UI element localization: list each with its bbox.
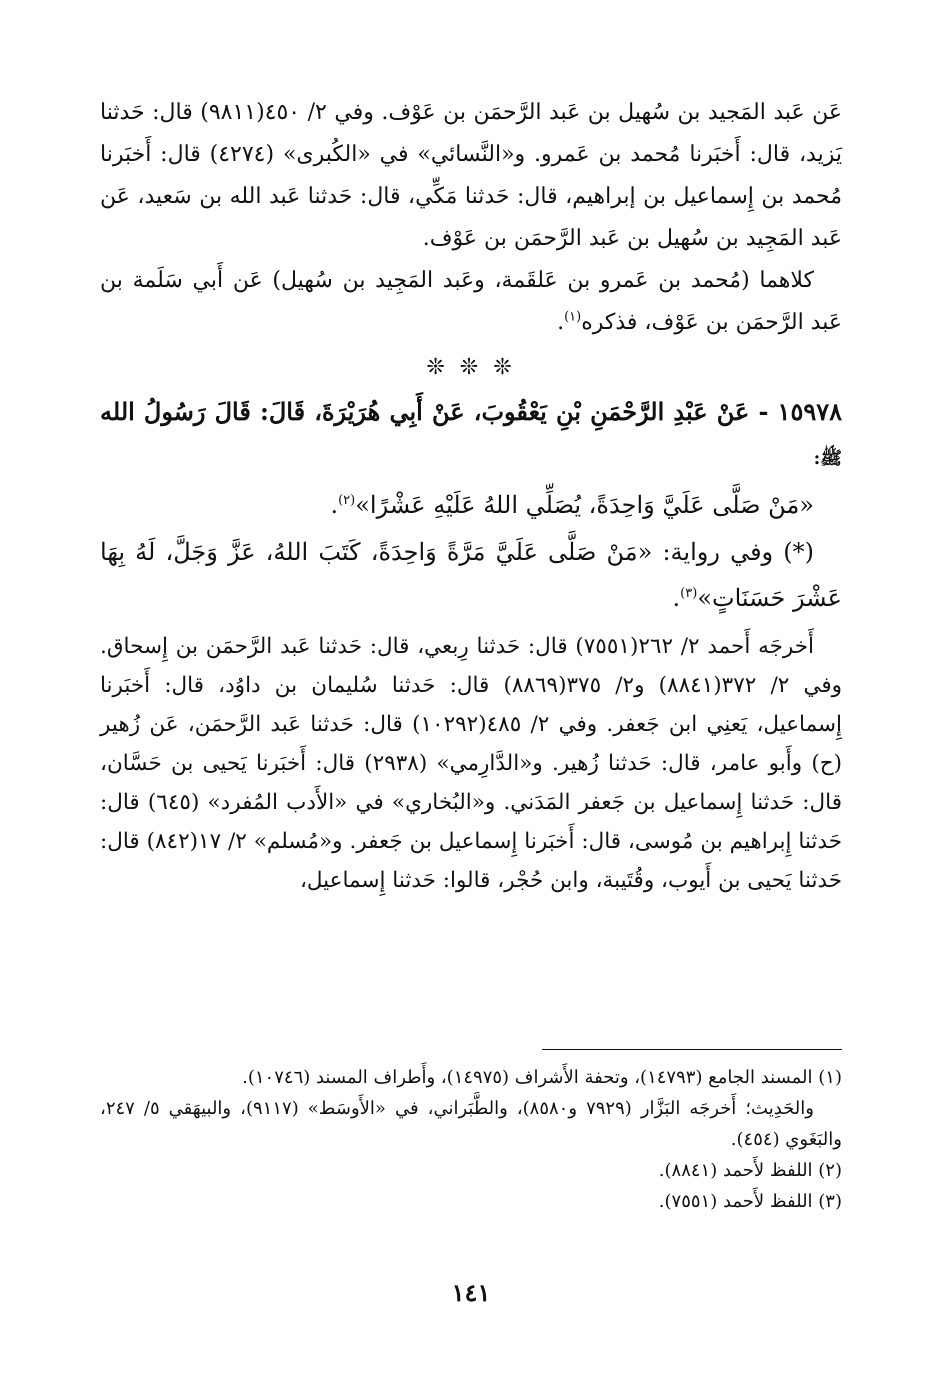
riwaya-text: (*) وفي رواية: «مَنْ صَلَّى عَلَيَّ مَرَّةً وَاحِدَةً، كَتَبَ اللهُ، عَزَّ وَجَلَّ، لَهُ بِهَا عَشْرَ حَسَنَاتٍ»: [100, 538, 842, 612]
footnotes: [100, 1062, 842, 1217]
page-number: ١٤١: [451, 1278, 491, 1307]
takhrij-text: أَخرجَه أَحمد ٢/ ٢٦٢(٧٥٥١) قال: حَدثنا رِبعي، قال: حَدثنا عَبد الرَّحمَن بن إِسحاق. وفي ٢/ ٣٧٢(٨٨٤١) و٢/ ٣٧٥(٨٨٦٩) قال: حَدثنا سُليمان بن داوُد، قال: أَخبَرنا إِسماعيل، يَعنِي ابن جَعفر. وفي ٢/ ٤٨٥(١٠٢٩٢) قال: حَدثنا عَبد الرَّحمَن، عَن زُهير (ح) وأَبو عامر، قال: حَدثنا زُهير. و«الدَّارِمي» (٢٩٣٨) قال: أَخبَرنا يَحيى بن حَسَّان، قال: حَدثنا إِسماعيل بن جَعفر المَدَني. و«البُخاري» في «الأَدب المُفرد» (٦٤٥) قال: حَدثنا إِبراهيم بن مُوسى، قال: أَخبَرنا إِسماعيل بن جَعفر. و«مُسلم» ٢/ ١٧(٨٤٢) قال: حَدثنا يَحيى بن أَيوب، وقُتَيبة، وابن حُجْر، قالوا: حَدثنا إِسماعيل،: [100, 634, 843, 893]
both-paragraph: كلاهما (مُحمد بن عَمرو بن عَلقَمة، وعَبد المَجِيد بن سُهيل) عَن أَبي سَلَمة بن عَبد الرَّحمَن بن عَوْف، فذكره$^{(١)}$.: [100, 268, 842, 335]
footnote-ref-3: (٣): [680, 586, 698, 601]
hadith-quote-text: «مَنْ صَلَّى عَلَيَّ وَاحِدَةً، يُصَلِّي اللهُ عَلَيْهِ عَشْرًا»: [355, 491, 814, 519]
footnote-ref-1: (١): [564, 309, 582, 325]
hadith-quote: «مَنْ صَلَّى عَلَيَّ وَاحِدَةً، يُصَلِّي اللهُ عَلَيْهِ عَشْرًا»$^{(٢)}$.: [330, 491, 814, 519]
section-separator: ❊ ❊ ❊: [426, 355, 516, 380]
intro-paragraph: [100, 92, 842, 260]
salawat-mark: ﷺ:: [813, 448, 842, 469]
book-page: [100, 92, 842, 1352]
riwaya-paragraph: (*) وفي رواية: «مَنْ صَلَّى عَلَيَّ مَرَّةً وَاحِدَةً، كَتَبَ اللهُ، عَزَّ وَجَلَّ، لَهُ بِهَا عَشْرَ حَسَنَاتٍ»$^{(٣)}$.: [100, 538, 842, 612]
footnote-1: (١) المسند الجامع (١٤٧٩٣)، وتحفة الأَشراف (١٤٩٧٥)، وأَطراف المسند (١٠٧٤٦).: [242, 1067, 842, 1088]
footnote-1-continuation: والحَدِيث؛ أَخرجَه البَزَّار (٧٩٢٩ و٨٥٨٠)، والطَّبَراني، في «الأَوسَط» (٩١١٧)، والبيهَقي ٥/ ٢٤٧، والبَغَوي (٤٥٤).: [100, 1098, 842, 1150]
footnote-3: (٣) اللفظ لأَحمد (٧٥٥١).: [658, 1191, 842, 1212]
takhrij-paragraph: [100, 627, 842, 900]
footnote-2: (٢) اللفظ لأَحمد (٨٨٤١).: [658, 1160, 842, 1181]
footnote-divider: [542, 1049, 842, 1050]
hadith-header-text: ١٥٩٧٨ - عَنْ عَبْدِ الرَّحْمَنِ بْنِ يَعْقُوبَ، عَنْ أَبِي هُرَيْرَةَ، قَالَ: قَالَ رَسُولُ الله: [100, 397, 842, 426]
footnote-ref-2: (٢): [338, 493, 356, 508]
intro-text: عَن عَبد المَجيد بن سُهيل بن عَبد الرَّحمَن بن عَوْف. وفي ٢/ ٤٥٠(٩٨١١) قال: حَدثنا يَزيد، قال: أَخبَرنا مُحمد بن عَمرو. و«النَّسائي» في «الكُبرى» (٤٢٧٤) قال: أَخبَرنا مُحمد بن إِسماعيل بن إبراهيم، قال: حَدثنا مَكِّي، قال: حَدثنا عَبد الله بن سَعيد، عَن عَبد المَجِيد بن سُهيل بن عَبد الرَّحمَن بن عَوْف.: [100, 100, 843, 251]
hadith-header: [100, 390, 842, 481]
both-text: كلاهما (مُحمد بن عَمرو بن عَلقَمة، وعَبد المَجِيد بن سُهيل) عَن أَبي سَلَمة بن عَبد الرَّحمَن بن عَوْف، فذكره: [100, 268, 842, 335]
